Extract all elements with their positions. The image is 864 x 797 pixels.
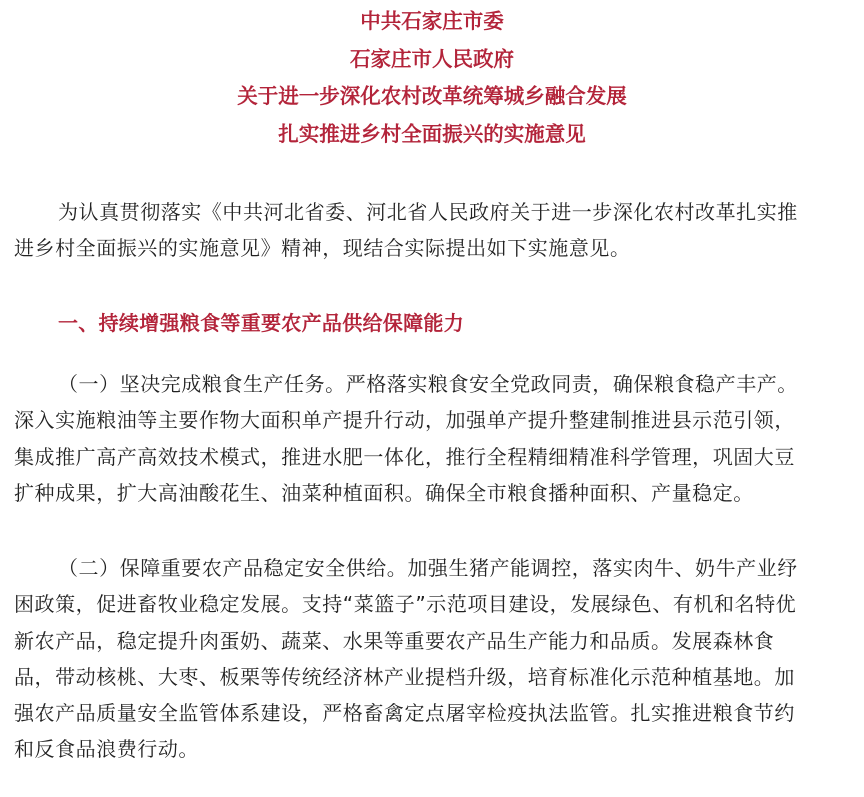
item-1-line: 扩种成果，扩大高油酸花生、油菜种植面积。确保全市粮食播种面积、产量稳定。 [14, 480, 754, 505]
section-heading-1: 一、持续增强粮食等重要农产品供给保障能力 [58, 311, 464, 335]
intro-line: 进乡村全面振兴的实施意见》精神，现结合实际提出如下实施意见。 [14, 236, 631, 261]
issuer-party-committee: 中共石家庄市委 [360, 9, 504, 33]
document-title-block [0, 3, 864, 153]
item-1-paragraph [14, 366, 854, 511]
document-title-line-2: 扎实推进乡村全面振兴的实施意见 [278, 121, 586, 146]
issuer-government: 石家庄市人民政府 [350, 46, 514, 71]
item-2-line: 强农产品质量安全监管体系建设，严格畜禽定点屠宰检疫执法监管。扎实推进粮食节约 [14, 701, 795, 726]
item-1-line: 集成推广高产高效技术模式，推进水肥一体化，推行全程精细精准科学管理，巩固大豆 [14, 444, 795, 469]
item-2-line: 品，带动核桃、大枣、板栗等传统经济林产业提档升级，培育标准化示范种植基地。加 [14, 664, 795, 689]
item-2-line: （二）保障重要农产品稳定安全供给。加强生猪产能调控，落实肉牛、奶牛产业纾 [58, 556, 798, 580]
intro-paragraph [14, 194, 854, 267]
intro-line: 为认真贯彻落实《中共河北省委、河北省人民政府关于进一步深化农村改革扎实推 [58, 200, 798, 224]
item-1-line: （一）坚决完成粮食生产任务。严格落实粮食安全党政同责，确保粮食稳产丰产。 [58, 372, 798, 396]
item-1-line: 深入实施粮油等主要作物大面积单产提升行动，加强单产提升整建制推进县示范引领， [14, 408, 795, 433]
item-2-line: 和反食品浪费行动。 [14, 737, 199, 762]
item-2-line: 新农产品，稳定提升肉蛋奶、蔬菜、水果等重要农产品生产能力和品质。发展森林食 [14, 628, 775, 653]
item-2-line: 困政策，促进畜牧业稳定发展。支持“菜篮子”示范项目建设，发展绿色、有机和名特优 [14, 592, 797, 617]
item-2-paragraph [14, 550, 854, 768]
document-title-line-1: 关于进一步深化农村改革统筹城乡融合发展 [237, 84, 627, 108]
